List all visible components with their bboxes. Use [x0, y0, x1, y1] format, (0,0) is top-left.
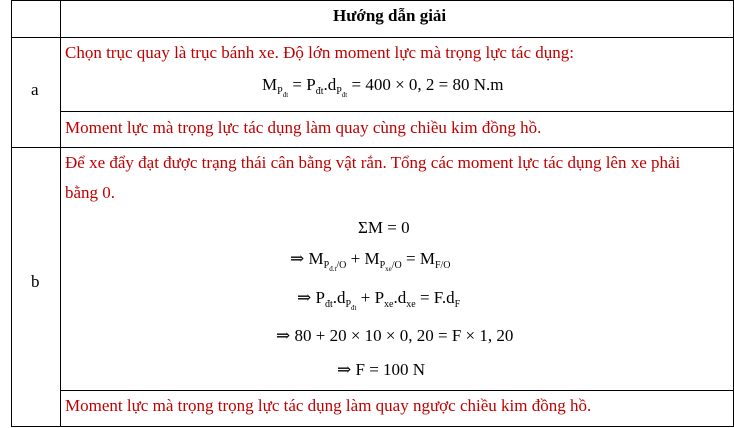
table-border-left: [11, 0, 12, 427]
eq3-a-sub2-p: P: [345, 299, 352, 310]
eq3-a-sub2: [345, 299, 356, 310]
eq3-b-sub2: xe: [406, 299, 416, 310]
eq-moment-sub-p: P: [277, 86, 283, 97]
eq2-t3-sub: F/O: [434, 260, 451, 271]
row-b-eq-sum: ΣM = 0: [358, 218, 410, 237]
eq-arm-subsub: đt: [341, 91, 348, 99]
eq-weight: = P: [288, 75, 316, 94]
eq2-t2-sub-p: P: [379, 260, 386, 271]
header-title: Hướng dẫn giải: [333, 6, 447, 25]
row-b-intro-line1: Để xe đẩy đạt được trạng thái cân bằng vật rắn. Tổng các moment lực tác dụng lên xe phải: [65, 153, 681, 172]
row-b-inner-divider: [60, 390, 734, 391]
row-b-eq-moments: [290, 249, 451, 273]
row-b-eq-numeric: ⇒ 80 + 20 × 10 × 0, 20 = F × 1, 20: [276, 326, 514, 345]
eq2-equals: = M: [401, 249, 435, 268]
eq-moment-sub: [277, 86, 288, 97]
row-b-eq-result: ⇒ F = 100 N: [337, 360, 426, 379]
eq3-lead: ⇒ P: [297, 288, 325, 307]
eq-arm: .d: [323, 75, 337, 94]
eq2-t1-tail: /O: [336, 260, 347, 271]
row-a-equation: [262, 75, 504, 99]
column-divider: [60, 0, 61, 427]
eq3-plus: + P: [356, 288, 385, 307]
row-divider: [11, 147, 734, 148]
row-b-eq-expanded: [297, 288, 460, 312]
eq3-b-sub: xe: [384, 299, 394, 310]
table-border-top: [11, 0, 734, 1]
eq3-a-mid: .d: [332, 288, 346, 307]
row-b-conclusion: Moment lực mà trọng trọng lực tác dụng làm quay ngược chiều kim đồng hồ.: [65, 396, 592, 415]
row-b-label: b: [31, 272, 40, 291]
eq-arm-sub-p: P: [336, 86, 342, 97]
eq-moment-symbol: M: [262, 75, 278, 94]
eq3-a-subsub2: đt: [351, 304, 357, 312]
eq2-t1-subsub: đ.t: [329, 265, 337, 273]
eq2-t2-subsub: xe: [385, 265, 392, 273]
row-a-inner-divider: [60, 111, 734, 112]
row-a-label: a: [31, 80, 39, 99]
eq-weight-sub: đt: [315, 86, 324, 97]
eq-moment-subsub: đt: [282, 91, 289, 99]
header-divider: [11, 37, 734, 38]
eq-arm-sub: [336, 86, 347, 97]
row-a-intro: Chọn trục quay là trục bánh xe. Độ lớn moment lực mà trọng lực tác dụng:: [65, 43, 574, 62]
eq2-t1-sub-p: P: [323, 260, 330, 271]
eq3-a-sub: đt: [324, 299, 333, 310]
row-a-conclusion: Moment lực mà trọng lực tác dụng làm quay cùng chiều kim đồng hồ.: [65, 118, 542, 137]
eq3-rhs-sub: F: [454, 299, 461, 310]
row-b-intro-line2: bằng 0.: [65, 183, 116, 202]
eq2-plus: + M: [346, 249, 380, 268]
eq2-t2-sub: [380, 260, 402, 271]
eq2-t1-sub: [324, 260, 347, 271]
eq2-lead: ⇒ M: [290, 249, 324, 268]
eq3-rhs: = F.d: [415, 288, 455, 307]
eq3-b-mid: .d: [393, 288, 407, 307]
eq-result: = 400 × 0, 2 = 80 N.m: [347, 75, 504, 94]
table-border-bottom: [11, 426, 734, 427]
eq2-t2-tail: /O: [391, 260, 402, 271]
